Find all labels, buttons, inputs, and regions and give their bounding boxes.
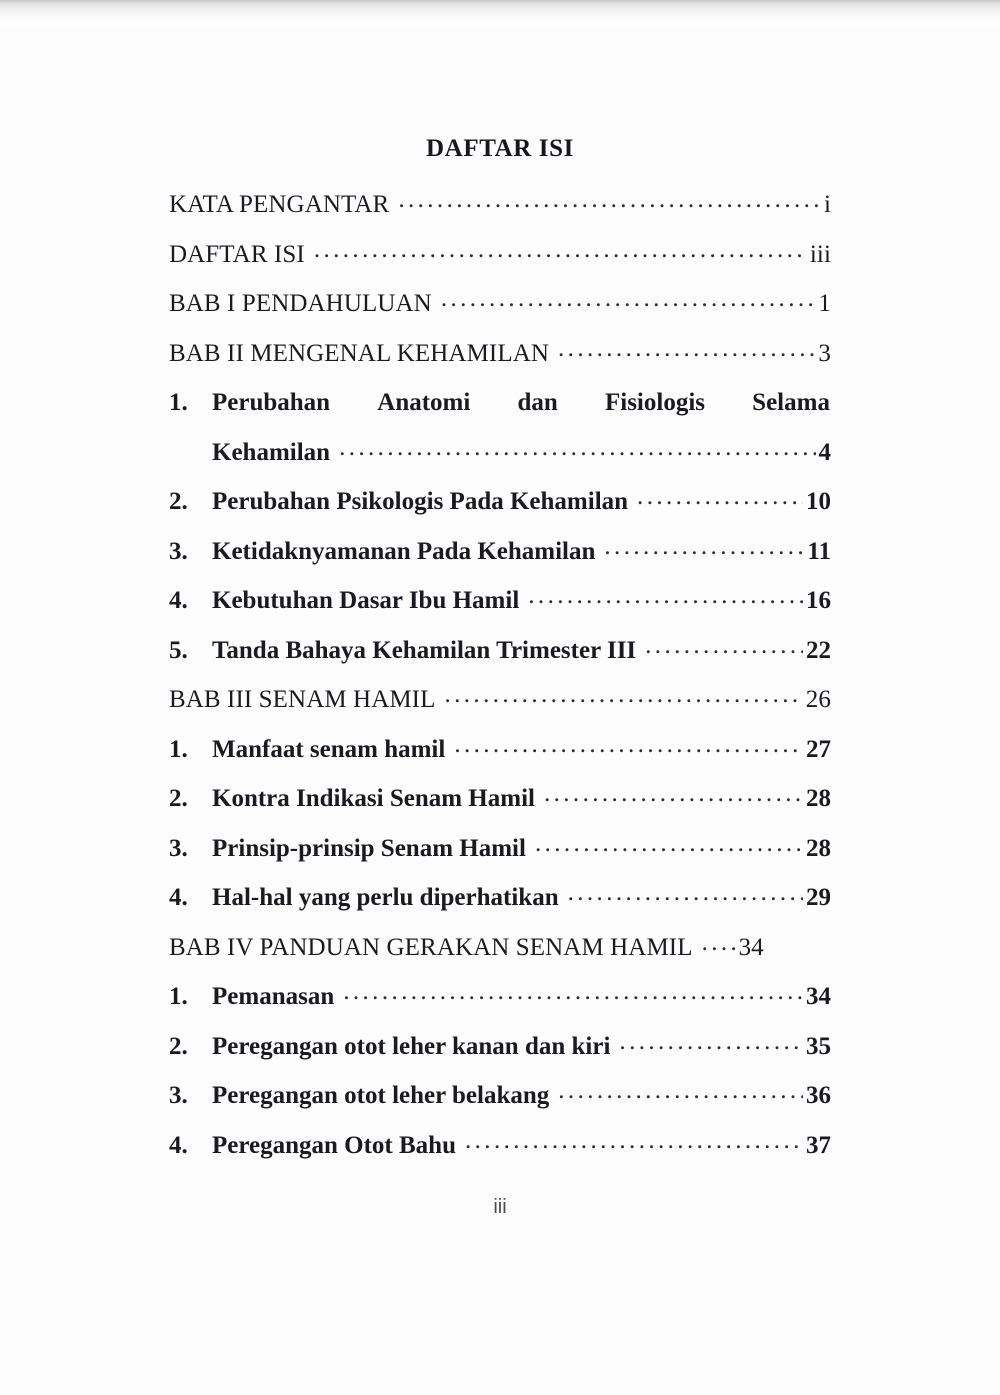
toc-row-number: 4. bbox=[169, 884, 188, 911]
page-top-shadow bbox=[0, 0, 1000, 26]
toc-row-number: 2. bbox=[169, 785, 188, 812]
toc-row[interactable] bbox=[169, 824, 831, 874]
dot-leader bbox=[637, 484, 803, 509]
dot-leader bbox=[343, 979, 803, 1004]
toc-row-page-number: 37 bbox=[806, 1131, 831, 1159]
toc-label-word: Selama bbox=[752, 389, 830, 416]
dot-leader bbox=[314, 237, 807, 262]
toc-row-page-number: 10 bbox=[806, 488, 831, 515]
toc-row-page-number: 29 bbox=[806, 884, 831, 911]
toc-row-label: KATA PENGANTAR bbox=[169, 191, 390, 218]
toc-row-number: 5. bbox=[169, 636, 188, 664]
toc-row-label: BAB IV PANDUAN GERAKAN SENAM HAMIL bbox=[169, 933, 693, 961]
page-title: DAFTAR ISI bbox=[426, 135, 574, 162]
toc-row-number: 3. bbox=[169, 834, 188, 862]
toc-row-page-number: 34 bbox=[806, 983, 831, 1010]
toc-label-word: Fisiologis bbox=[604, 389, 705, 416]
dot-leader bbox=[544, 781, 803, 806]
dot-leader bbox=[568, 880, 803, 905]
toc-row-number: 3. bbox=[169, 537, 188, 565]
toc-row-number: 1. bbox=[169, 389, 188, 416]
table-of-contents-list bbox=[169, 180, 831, 1170]
toc-row-page-number: 36 bbox=[806, 1082, 831, 1109]
toc-row-label: DAFTAR ISI bbox=[169, 240, 305, 268]
toc-row[interactable] bbox=[169, 329, 831, 379]
dot-leader bbox=[702, 930, 736, 955]
dot-leader bbox=[339, 435, 815, 460]
toc-row-label: Kebutuhan Dasar Ibu Hamil bbox=[212, 587, 520, 614]
dot-leader bbox=[454, 732, 803, 757]
toc-row-number: 1. bbox=[169, 735, 188, 763]
toc-row-page-number: 34 bbox=[738, 933, 764, 961]
toc-row-page-number: 26 bbox=[805, 686, 831, 713]
toc-row[interactable] bbox=[169, 230, 831, 280]
dot-leader bbox=[619, 1029, 803, 1054]
toc-row-number: 1. bbox=[169, 983, 188, 1010]
toc-row[interactable] bbox=[169, 1071, 831, 1121]
dot-leader bbox=[441, 286, 816, 311]
toc-row-page-number: iii bbox=[809, 240, 831, 268]
dot-leader bbox=[528, 583, 803, 608]
toc-row-number: 2. bbox=[169, 1032, 188, 1060]
toc-row-page-number: 1 bbox=[818, 290, 831, 317]
toc-label-word: dan bbox=[517, 389, 558, 416]
toc-row-page-number: 22 bbox=[806, 636, 831, 664]
dot-leader bbox=[398, 187, 821, 212]
dot-leader bbox=[535, 831, 803, 856]
toc-row[interactable] bbox=[169, 1121, 831, 1171]
toc-row-page-number: 4 bbox=[818, 438, 831, 466]
toc-row-page-number: i bbox=[823, 191, 831, 218]
toc-row-page-number: 35 bbox=[806, 1032, 831, 1060]
toc-row-page-number: 27 bbox=[806, 735, 831, 763]
toc-label-word: Perubahan bbox=[212, 389, 331, 416]
toc-row[interactable] bbox=[169, 626, 831, 676]
toc-row-number: 2. bbox=[169, 488, 188, 515]
toc-row-label: Pemanasan bbox=[212, 983, 335, 1010]
toc-row-label: BAB II MENGENAL KEHAMILAN bbox=[169, 339, 550, 367]
toc-row[interactable] bbox=[169, 725, 831, 775]
toc-row-page-number: 11 bbox=[807, 537, 831, 565]
toc-row-number: 4. bbox=[169, 1131, 188, 1159]
toc-row[interactable] bbox=[169, 180, 831, 230]
toc-row-label: Prinsip-prinsip Senam Hamil bbox=[212, 834, 526, 862]
dot-leader bbox=[645, 633, 803, 658]
toc-row-label: Peregangan otot leher kanan dan kiri bbox=[212, 1032, 611, 1060]
toc-row-label: Ketidaknyamanan Pada Kehamilan bbox=[212, 537, 596, 565]
toc-row[interactable] bbox=[169, 675, 831, 725]
toc-row[interactable] bbox=[169, 527, 831, 577]
dot-leader bbox=[444, 682, 802, 707]
toc-row-page-number: 16 bbox=[806, 587, 831, 614]
toc-row[interactable] bbox=[169, 923, 831, 973]
toc-content bbox=[169, 132, 831, 1170]
toc-row[interactable] bbox=[169, 774, 831, 824]
toc-row[interactable] bbox=[169, 477, 831, 527]
dot-leader bbox=[558, 336, 815, 361]
toc-row-page-number: 28 bbox=[806, 834, 831, 862]
toc-row-label: Hal-hal yang perlu diperhatikan bbox=[212, 884, 559, 911]
toc-label-word: Anatomi bbox=[377, 389, 471, 416]
toc-row-label: Peregangan Otot Bahu bbox=[212, 1131, 456, 1159]
toc-row-number: 4. bbox=[169, 587, 188, 614]
toc-row[interactable] bbox=[169, 378, 831, 477]
dot-leader bbox=[558, 1078, 803, 1103]
toc-row-label-line1 bbox=[212, 378, 831, 428]
toc-row-label: Manfaat senam hamil bbox=[212, 735, 446, 763]
toc-row-label: Perubahan Psikologis Pada Kehamilan bbox=[212, 488, 629, 515]
footer-page-number: iii bbox=[493, 1196, 507, 1218]
toc-row[interactable] bbox=[169, 1022, 831, 1072]
toc-row-page-number: 3 bbox=[818, 339, 831, 367]
toc-row-label: BAB I PENDAHULUAN bbox=[169, 290, 432, 317]
toc-row-page-number: 28 bbox=[806, 785, 831, 812]
dot-leader bbox=[604, 534, 804, 559]
toc-row[interactable] bbox=[169, 279, 831, 329]
toc-row[interactable] bbox=[169, 576, 831, 626]
toc-row-label: Tanda Bahaya Kehamilan Trimester III bbox=[212, 636, 637, 664]
toc-row-label-line2: Kehamilan bbox=[212, 438, 331, 466]
toc-row[interactable] bbox=[169, 873, 831, 923]
toc-row-label: Kontra Indikasi Senam Hamil bbox=[212, 785, 535, 812]
toc-row[interactable] bbox=[169, 972, 831, 1022]
dot-leader bbox=[465, 1128, 803, 1153]
toc-row-label: Peregangan otot leher belakang bbox=[212, 1082, 550, 1109]
toc-row-number: 3. bbox=[169, 1082, 188, 1109]
toc-row-label: BAB III SENAM HAMIL bbox=[169, 686, 436, 713]
